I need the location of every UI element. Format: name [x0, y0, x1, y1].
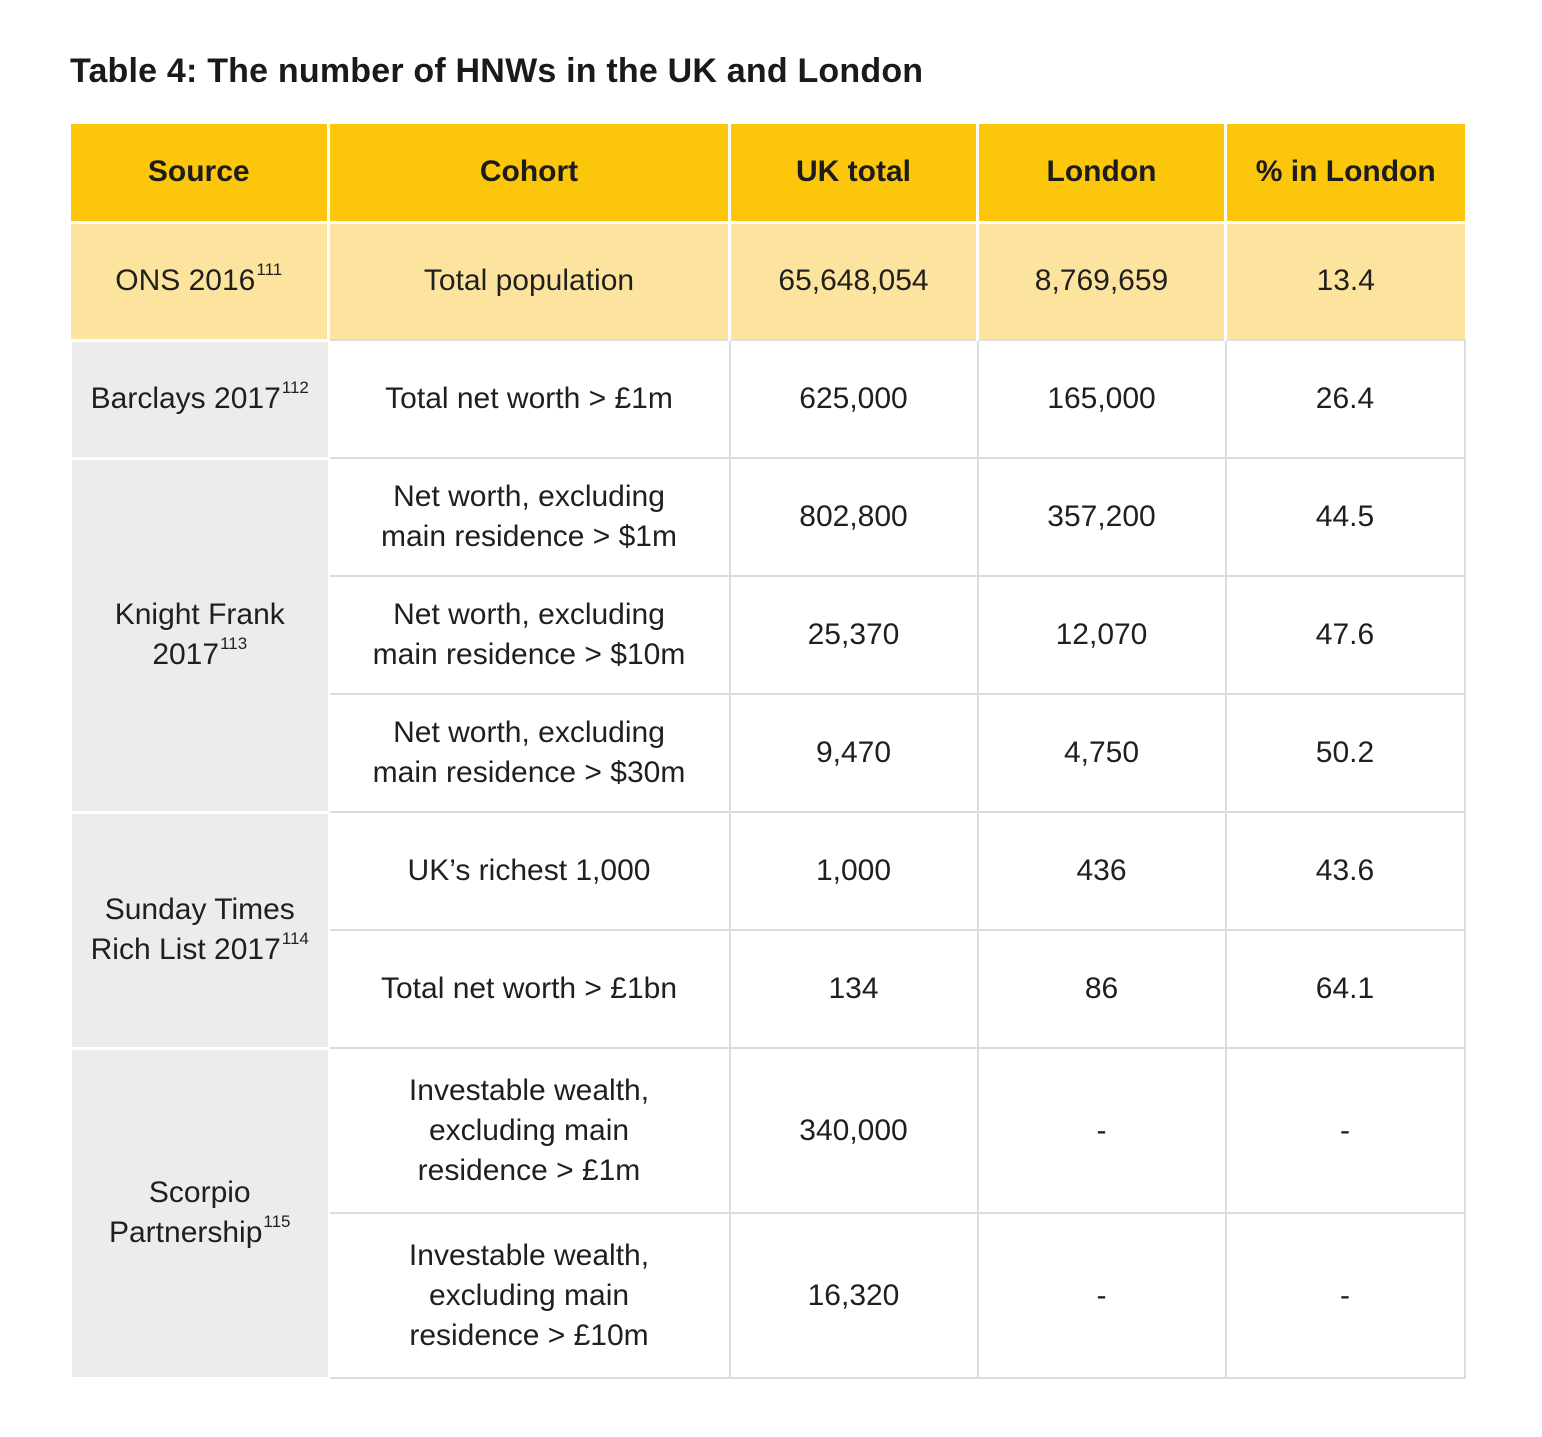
- london-cell: -: [978, 1048, 1226, 1213]
- cohort-cell: UK’s richest 1,000: [329, 812, 730, 930]
- column-header-uk-total: UK total: [730, 124, 978, 222]
- london-cell: 8,769,659: [978, 222, 1226, 340]
- source-cell: Sunday Times Rich List 2017$^{114}$: [71, 812, 329, 1048]
- table-title: Table 4: The number of HNWs in the UK and London: [70, 52, 924, 90]
- pct-london-cell: -: [1226, 1213, 1465, 1378]
- column-header-london: London: [978, 124, 1226, 222]
- footnote-ref: 114: [281, 929, 309, 948]
- uk-total-cell: 340,000: [730, 1048, 978, 1213]
- london-cell: 357,200: [978, 458, 1226, 576]
- uk-total-cell: 65,648,054: [730, 222, 978, 340]
- cohort-cell: Total net worth > £1bn: [329, 930, 730, 1048]
- footnote-ref: 115: [263, 1212, 291, 1231]
- pct-london-cell: 50.2: [1226, 694, 1465, 812]
- uk-total-cell: 802,800: [730, 458, 978, 576]
- cohort-cell: Net worth, excluding main residence > $30m: [329, 694, 730, 812]
- london-cell: 165,000: [978, 340, 1226, 458]
- column-header-cohort: Cohort: [329, 124, 730, 222]
- source-cell: ONS 2016$^{111}$: [71, 222, 329, 340]
- table-row: [71, 340, 1465, 458]
- cohort-cell: Total population: [329, 222, 730, 340]
- uk-total-cell: 9,470: [730, 694, 978, 812]
- cohort-cell: Net worth, excluding main residence > $10m: [329, 576, 730, 694]
- cohort-cell: Net worth, excluding main residence > $1m: [329, 458, 730, 576]
- london-cell: 12,070: [978, 576, 1226, 694]
- source-cell: Barclays 2017$^{112}$: [71, 340, 329, 458]
- pct-london-cell: 47.6: [1226, 576, 1465, 694]
- hnw-table: [69, 124, 1466, 1380]
- uk-total-cell: 625,000: [730, 340, 978, 458]
- london-cell: 436: [978, 812, 1226, 930]
- column-header-source: Source: [71, 124, 329, 222]
- table-row: [71, 458, 1465, 576]
- pct-london-cell: -: [1226, 1048, 1465, 1213]
- pct-london-cell: 44.5: [1226, 458, 1465, 576]
- header-row: [71, 124, 1465, 222]
- source-cell: Knight Frank 2017$^{113}$: [71, 458, 329, 812]
- pct-london-cell: 43.6: [1226, 812, 1465, 930]
- london-cell: 4,750: [978, 694, 1226, 812]
- column-header-pct-london: % in London: [1226, 124, 1465, 222]
- pct-london-cell: 26.4: [1226, 340, 1465, 458]
- cohort-cell: Investable wealth, excluding main residence > £10m: [329, 1213, 730, 1378]
- cohort-cell: Investable wealth, excluding main residence > £1m: [329, 1048, 730, 1213]
- pct-london-cell: 13.4: [1226, 222, 1465, 340]
- uk-total-cell: 1,000: [730, 812, 978, 930]
- footnote-ref: 111: [256, 260, 283, 279]
- uk-total-cell: 134: [730, 930, 978, 1048]
- london-cell: -: [978, 1213, 1226, 1378]
- cohort-cell: Total net worth > £1m: [329, 340, 730, 458]
- table-row: [71, 1048, 1465, 1213]
- pct-london-cell: 64.1: [1226, 930, 1465, 1048]
- footnote-ref: 112: [281, 378, 309, 397]
- table-row: [71, 812, 1465, 930]
- london-cell: 86: [978, 930, 1226, 1048]
- source-cell: Scorpio Partnership$^{115}$: [71, 1048, 329, 1378]
- uk-total-cell: 16,320: [730, 1213, 978, 1378]
- table-row: [71, 222, 1465, 340]
- uk-total-cell: 25,370: [730, 576, 978, 694]
- footnote-ref: 113: [220, 634, 248, 653]
